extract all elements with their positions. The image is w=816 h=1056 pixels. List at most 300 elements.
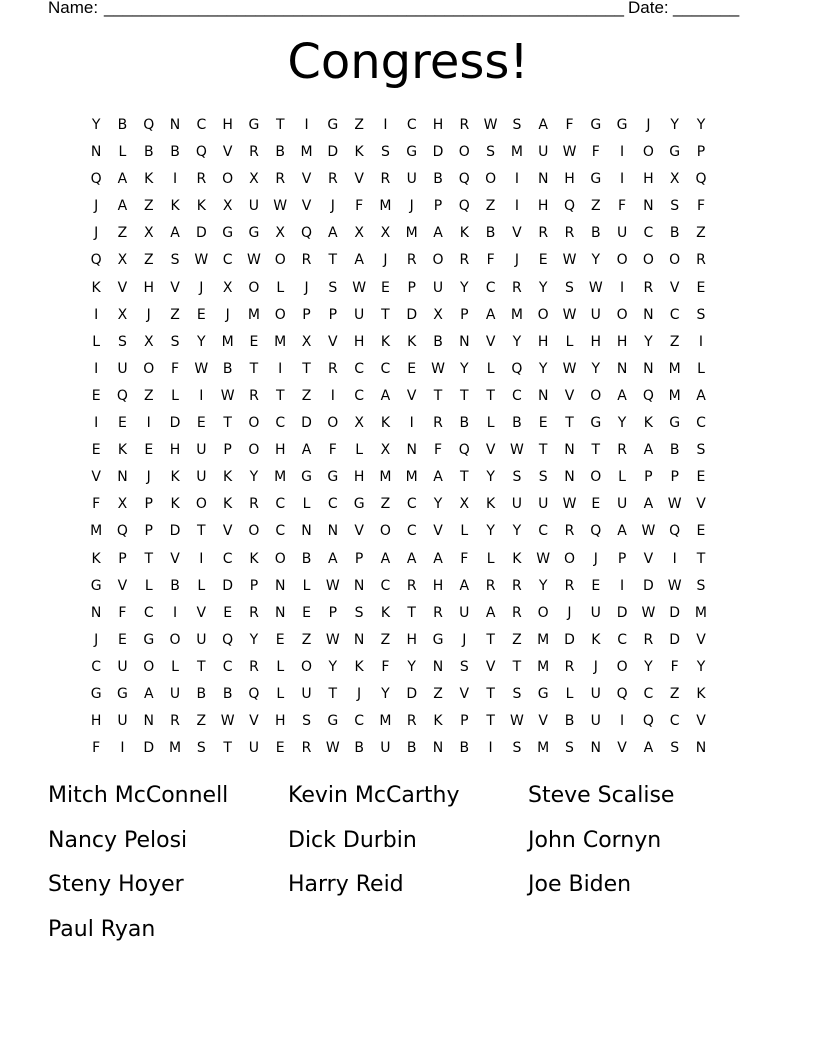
grid-letter: T bbox=[144, 550, 154, 567]
grid-letter: R bbox=[564, 225, 575, 242]
grid-letter: U bbox=[117, 658, 128, 675]
grid-letter: L bbox=[355, 442, 364, 459]
grid-letter: H bbox=[590, 333, 602, 350]
grid-letter: I bbox=[172, 604, 178, 621]
grid-letter: R bbox=[406, 577, 417, 594]
grid-letter: V bbox=[538, 713, 548, 730]
grid-letter: G bbox=[616, 117, 628, 133]
grid-letter: I bbox=[620, 144, 625, 161]
grid-letter: O bbox=[590, 469, 602, 486]
grid-letter: H bbox=[274, 713, 286, 730]
grid-letter: I bbox=[514, 198, 519, 215]
grid-letter: E bbox=[196, 415, 206, 432]
grid-letter: Z bbox=[485, 198, 496, 215]
grid-letter: Z bbox=[143, 387, 154, 404]
grid-letter: Z bbox=[143, 252, 154, 269]
grid-letter: K bbox=[407, 333, 417, 350]
grid-letter: Q bbox=[458, 198, 470, 215]
grid-letter: R bbox=[617, 442, 627, 459]
grid-letter: I bbox=[672, 550, 677, 567]
grid-letter: T bbox=[197, 523, 206, 540]
grid-letter: C bbox=[669, 713, 680, 730]
grid-letter: U bbox=[590, 713, 601, 730]
grid-letter: U bbox=[196, 442, 207, 459]
grid-letter: Y bbox=[91, 117, 101, 133]
grid-letter: R bbox=[512, 279, 522, 296]
grid-letter: M bbox=[694, 604, 708, 621]
grid-letter: K bbox=[354, 658, 364, 675]
grid-letter: F bbox=[118, 604, 127, 621]
grid-letter: U bbox=[248, 740, 260, 757]
grid-letter: Y bbox=[644, 333, 653, 350]
grid-letter: S bbox=[696, 306, 706, 323]
grid-letter: H bbox=[406, 631, 417, 648]
grid-letter: C bbox=[485, 279, 496, 296]
grid-letter: L bbox=[171, 658, 179, 675]
grid-letter: F bbox=[328, 442, 337, 459]
grid-letter: B bbox=[222, 685, 233, 702]
grid-letter: U bbox=[459, 604, 470, 621]
grid-letter: N bbox=[537, 387, 549, 404]
grid-letter: O bbox=[248, 523, 260, 540]
grid-letter: I bbox=[94, 360, 99, 377]
grid-letter: K bbox=[380, 604, 390, 621]
grid-letter: F bbox=[486, 252, 495, 269]
grid-letter: L bbox=[486, 550, 495, 567]
grid-letter: I bbox=[620, 279, 625, 296]
grid-letter: Q bbox=[143, 117, 155, 133]
grid-letter: Y bbox=[407, 658, 416, 675]
grid-letter: I bbox=[620, 577, 625, 594]
grid-letter: X bbox=[380, 225, 391, 242]
grid-letter: O bbox=[563, 550, 575, 567]
grid-letter: U bbox=[301, 685, 312, 702]
grid-letter: C bbox=[406, 496, 417, 513]
grid-letter: H bbox=[222, 117, 233, 133]
grid-letter: J bbox=[146, 469, 151, 486]
grid-letter: G bbox=[248, 117, 260, 133]
grid-letter: V bbox=[222, 144, 233, 161]
word-list-item: Steve Scalise bbox=[528, 783, 675, 808]
grid-letter: H bbox=[564, 171, 575, 188]
grid-letter: V bbox=[222, 523, 233, 540]
grid-letter: P bbox=[617, 550, 627, 567]
grid-letter: R bbox=[196, 171, 207, 188]
grid-letter: S bbox=[512, 740, 522, 757]
grid-letter: O bbox=[590, 387, 602, 404]
grid-letter: Z bbox=[433, 685, 443, 702]
grid-letter: C bbox=[275, 496, 286, 513]
name-line: _______________________________________________________ bbox=[104, 0, 625, 17]
grid-letter: F bbox=[460, 550, 469, 567]
grid-letter: I bbox=[409, 415, 414, 432]
grid-letter: V bbox=[91, 469, 101, 486]
grid-letter: K bbox=[591, 631, 601, 648]
grid-letter: Q bbox=[695, 171, 707, 188]
grid-letter: Z bbox=[196, 713, 207, 730]
grid-letter: U bbox=[380, 740, 391, 757]
grid-letter: G bbox=[327, 117, 339, 133]
grid-letter: R bbox=[696, 252, 706, 269]
grid-letter: A bbox=[406, 550, 417, 567]
grid-letter: S bbox=[196, 740, 206, 757]
grid-letter: X bbox=[222, 279, 233, 296]
grid-letter: E bbox=[91, 442, 101, 459]
grid-letter: Y bbox=[538, 360, 548, 377]
grid-letter: G bbox=[90, 577, 102, 594]
grid-letter: Q bbox=[590, 523, 602, 540]
grid-letter: V bbox=[459, 685, 470, 702]
grid-letter: A bbox=[538, 117, 548, 133]
grid-letter: D bbox=[432, 144, 444, 161]
grid-letter: U bbox=[353, 306, 365, 323]
grid-letter: G bbox=[90, 685, 102, 702]
grid-letter: A bbox=[380, 550, 391, 567]
grid-letter: X bbox=[275, 225, 286, 242]
grid-letter: H bbox=[143, 279, 154, 296]
grid-letter: P bbox=[144, 523, 153, 540]
grid-letter: C bbox=[380, 577, 391, 594]
grid-letter: A bbox=[617, 387, 627, 404]
grid-letter: G bbox=[537, 685, 549, 702]
letter-grid bbox=[83, 112, 714, 762]
grid-letter: P bbox=[460, 306, 469, 323]
grid-letter: Q bbox=[616, 685, 628, 702]
grid-letter: I bbox=[278, 360, 283, 377]
grid-letter: U bbox=[616, 496, 628, 513]
grid-letter: X bbox=[433, 306, 443, 323]
grid-letter: R bbox=[564, 577, 575, 594]
grid-letter: O bbox=[169, 631, 181, 648]
word-list-item: John Cornyn bbox=[528, 827, 662, 853]
grid-letter: Q bbox=[563, 198, 575, 215]
grid-letter: O bbox=[432, 252, 444, 269]
grid-letter: T bbox=[460, 469, 469, 486]
grid-letter: B bbox=[433, 333, 443, 350]
grid-letter: Q bbox=[116, 523, 128, 540]
grid-letter: K bbox=[643, 415, 653, 432]
grid-letter: T bbox=[328, 685, 338, 702]
grid-letter: C bbox=[538, 523, 549, 540]
grid-letter: A bbox=[459, 577, 470, 594]
grid-letter: W bbox=[352, 279, 367, 296]
grid-letter: G bbox=[248, 225, 260, 242]
grid-letter: V bbox=[354, 523, 364, 540]
grid-letter: R bbox=[512, 577, 522, 594]
grid-letter: V bbox=[564, 387, 575, 404]
grid-letter: Z bbox=[696, 225, 706, 242]
grid-letter: O bbox=[616, 252, 628, 269]
grid-letter: N bbox=[432, 658, 444, 675]
grid-letter: I bbox=[514, 171, 519, 188]
grid-letter: N bbox=[274, 604, 286, 621]
grid-letter: Y bbox=[249, 469, 259, 486]
grid-letter: W bbox=[536, 550, 551, 567]
grid-letter: U bbox=[590, 306, 601, 323]
grid-letter: Q bbox=[301, 225, 313, 242]
grid-letter: R bbox=[459, 117, 470, 133]
grid-letter: B bbox=[143, 144, 154, 161]
grid-letter: H bbox=[169, 442, 181, 459]
grid-letter: W bbox=[562, 360, 577, 377]
grid-letter: C bbox=[222, 658, 233, 675]
word-list-item: Nancy Pelosi bbox=[48, 827, 188, 853]
grid-letter: V bbox=[696, 496, 706, 513]
grid-letter: L bbox=[144, 577, 153, 594]
grid-letter: C bbox=[696, 415, 706, 432]
grid-letter: A bbox=[433, 225, 443, 242]
grid-letter: Y bbox=[512, 523, 522, 540]
grid-letter: F bbox=[591, 144, 600, 161]
grid-letter: I bbox=[94, 306, 99, 323]
grid-letter: Y bbox=[433, 496, 443, 513]
grid-letter: I bbox=[620, 713, 625, 730]
grid-letter: S bbox=[170, 252, 180, 269]
grid-letter: A bbox=[354, 252, 364, 269]
grid-letter: P bbox=[302, 306, 311, 323]
grid-letter: K bbox=[459, 225, 469, 242]
grid-letter: A bbox=[328, 550, 338, 567]
grid-letter: G bbox=[590, 117, 602, 133]
grid-letter: E bbox=[696, 279, 706, 296]
grid-letter: B bbox=[406, 740, 417, 757]
grid-letter: H bbox=[537, 198, 549, 215]
grid-letter: P bbox=[118, 550, 127, 567]
grid-letter: N bbox=[169, 117, 181, 133]
grid-letter: Z bbox=[590, 198, 601, 215]
grid-letter: T bbox=[275, 387, 285, 404]
grid-letter: V bbox=[696, 631, 706, 648]
grid-letter: E bbox=[407, 360, 417, 377]
grid-letter: K bbox=[433, 713, 443, 730]
grid-letter: O bbox=[642, 252, 654, 269]
grid-letter: B bbox=[433, 171, 443, 188]
grid-letter: K bbox=[196, 198, 206, 215]
grid-letter: L bbox=[92, 333, 101, 350]
grid-letter: X bbox=[117, 306, 128, 323]
grid-letter: C bbox=[669, 306, 680, 323]
grid-letter: S bbox=[486, 144, 496, 161]
grid-letter: G bbox=[327, 713, 339, 730]
grid-letter: J bbox=[330, 198, 335, 215]
grid-letter: M bbox=[668, 360, 681, 377]
grid-letter: B bbox=[564, 713, 575, 730]
grid-letter: Q bbox=[669, 523, 681, 540]
grid-letter: N bbox=[274, 577, 286, 594]
grid-letter: A bbox=[643, 442, 654, 459]
grid-letter: W bbox=[562, 252, 577, 269]
grid-letter: B bbox=[590, 225, 601, 242]
grid-letter: V bbox=[301, 198, 312, 215]
grid-letter: C bbox=[196, 117, 207, 133]
grid-letter: N bbox=[353, 577, 365, 594]
grid-letter: V bbox=[301, 171, 312, 188]
grid-letter: J bbox=[225, 306, 230, 323]
grid-letter: I bbox=[488, 740, 493, 757]
grid-letter: M bbox=[90, 523, 103, 540]
grid-letter: Q bbox=[511, 360, 523, 377]
grid-letter: C bbox=[275, 523, 286, 540]
grid-letter: J bbox=[593, 550, 598, 567]
grid-letter: W bbox=[220, 387, 235, 404]
grid-letter: F bbox=[92, 496, 101, 513]
grid-letter: R bbox=[512, 604, 522, 621]
name-label: Name: bbox=[48, 0, 99, 17]
word-list-item: Steny Hoyer bbox=[48, 872, 184, 897]
grid-letter: W bbox=[509, 442, 524, 459]
grid-letter: U bbox=[432, 279, 444, 296]
grid-letter: M bbox=[510, 144, 523, 161]
grid-letter: M bbox=[300, 144, 313, 161]
grid-letter: J bbox=[462, 631, 467, 648]
grid-letter: W bbox=[220, 713, 235, 730]
grid-letter: Z bbox=[301, 631, 312, 648]
grid-letter: F bbox=[565, 117, 574, 133]
grid-letter: D bbox=[642, 577, 654, 594]
grid-letter: P bbox=[433, 198, 443, 215]
grid-letter: H bbox=[616, 333, 628, 350]
grid-letter: W bbox=[641, 604, 656, 621]
grid-letter: I bbox=[698, 333, 704, 350]
grid-letter: F bbox=[381, 658, 390, 675]
grid-letter: Y bbox=[460, 279, 469, 296]
grid-letter: J bbox=[94, 198, 99, 215]
grid-letter: L bbox=[460, 523, 469, 540]
grid-letter: W bbox=[325, 740, 340, 757]
grid-letter: H bbox=[353, 333, 365, 350]
grid-letter: A bbox=[170, 225, 180, 242]
grid-letter: E bbox=[302, 604, 311, 621]
grid-letter: O bbox=[616, 306, 628, 323]
grid-letter: E bbox=[91, 387, 101, 404]
grid-letter: J bbox=[94, 225, 99, 242]
worksheet-header bbox=[48, 0, 748, 20]
grid-letter: O bbox=[248, 415, 260, 432]
grid-letter: T bbox=[223, 415, 232, 432]
grid-letter: J bbox=[646, 117, 651, 133]
grid-letter: B bbox=[117, 117, 128, 133]
grid-letter: D bbox=[406, 306, 418, 323]
grid-letter: B bbox=[275, 144, 286, 161]
grid-letter: R bbox=[564, 523, 575, 540]
grid-letter: Z bbox=[143, 198, 154, 215]
grid-letter: Z bbox=[354, 117, 364, 133]
grid-letter: W bbox=[194, 252, 209, 269]
grid-letter: S bbox=[565, 279, 574, 296]
grid-letter: Z bbox=[669, 333, 680, 350]
grid-letter: Y bbox=[486, 523, 495, 540]
grid-letter: P bbox=[144, 496, 153, 513]
grid-letter: P bbox=[328, 604, 338, 621]
grid-letter: X bbox=[117, 496, 128, 513]
grid-letter: T bbox=[328, 252, 338, 269]
grid-letter: X bbox=[459, 496, 470, 513]
grid-letter: U bbox=[511, 496, 523, 513]
grid-letter: S bbox=[170, 333, 180, 350]
grid-letter: F bbox=[670, 658, 679, 675]
grid-letter: A bbox=[485, 306, 496, 323]
grid-letter: P bbox=[644, 469, 653, 486]
grid-letter: S bbox=[380, 144, 390, 161]
grid-letter: M bbox=[379, 198, 392, 215]
grid-letter: V bbox=[485, 333, 496, 350]
grid-letter: H bbox=[537, 333, 549, 350]
word-list-item: Harry Reid bbox=[288, 872, 404, 897]
grid-letter: B bbox=[170, 577, 180, 594]
grid-letter: M bbox=[247, 306, 260, 323]
grid-letter: K bbox=[380, 333, 390, 350]
grid-letter: V bbox=[485, 442, 496, 459]
grid-letter: H bbox=[432, 577, 444, 594]
grid-letter: Y bbox=[538, 279, 548, 296]
grid-letter: C bbox=[354, 387, 364, 404]
grid-letter: L bbox=[276, 685, 285, 702]
grid-letter: O bbox=[669, 252, 681, 269]
grid-letter: F bbox=[92, 740, 101, 757]
grid-letter: B bbox=[170, 144, 180, 161]
grid-letter: X bbox=[249, 171, 259, 188]
grid-letter: P bbox=[328, 306, 338, 323]
grid-letter: R bbox=[170, 713, 180, 730]
grid-letter: V bbox=[696, 713, 706, 730]
grid-letter: U bbox=[538, 144, 549, 161]
grid-letter: E bbox=[538, 415, 548, 432]
grid-letter: W bbox=[483, 117, 498, 133]
grid-letter: I bbox=[304, 117, 309, 133]
grid-letter: T bbox=[512, 658, 522, 675]
grid-letter: J bbox=[593, 658, 598, 675]
grid-letter: S bbox=[328, 279, 338, 296]
grid-letter: U bbox=[590, 604, 601, 621]
grid-letter: L bbox=[118, 144, 127, 161]
grid-letter: T bbox=[302, 360, 311, 377]
grid-letter: W bbox=[431, 360, 445, 377]
grid-letter: E bbox=[591, 577, 601, 594]
grid-letter: B bbox=[669, 442, 680, 459]
grid-letter: K bbox=[91, 550, 101, 567]
grid-letter: S bbox=[302, 713, 311, 730]
date-line: _______ bbox=[673, 0, 740, 17]
grid-letter: D bbox=[669, 604, 681, 621]
grid-letter: Y bbox=[486, 469, 495, 486]
grid-letter: X bbox=[354, 225, 364, 242]
grid-letter: T bbox=[223, 740, 232, 757]
grid-letter: B bbox=[485, 225, 496, 242]
grid-letter: C bbox=[91, 658, 102, 675]
grid-letter: U bbox=[590, 685, 601, 702]
grid-letter: Q bbox=[90, 171, 102, 188]
grid-letter: E bbox=[275, 631, 285, 648]
grid-letter: C bbox=[222, 252, 233, 269]
grid-letter: S bbox=[538, 469, 548, 486]
grid-letter: O bbox=[379, 523, 391, 540]
grid-letter: D bbox=[564, 631, 575, 648]
grid-letter: V bbox=[669, 279, 680, 296]
grid-letter: Y bbox=[670, 117, 679, 133]
grid-letter: A bbox=[433, 469, 443, 486]
grid-letter: I bbox=[94, 415, 99, 432]
grid-letter: K bbox=[170, 469, 180, 486]
grid-letter: X bbox=[301, 333, 312, 350]
grid-letter: J bbox=[199, 279, 204, 296]
grid-letter: S bbox=[670, 740, 680, 757]
grid-letter: D bbox=[669, 631, 681, 648]
grid-letter: C bbox=[643, 685, 654, 702]
grid-letter: X bbox=[143, 225, 154, 242]
grid-letter: D bbox=[169, 415, 181, 432]
grid-letter: U bbox=[169, 685, 181, 702]
grid-letter: R bbox=[643, 631, 654, 648]
